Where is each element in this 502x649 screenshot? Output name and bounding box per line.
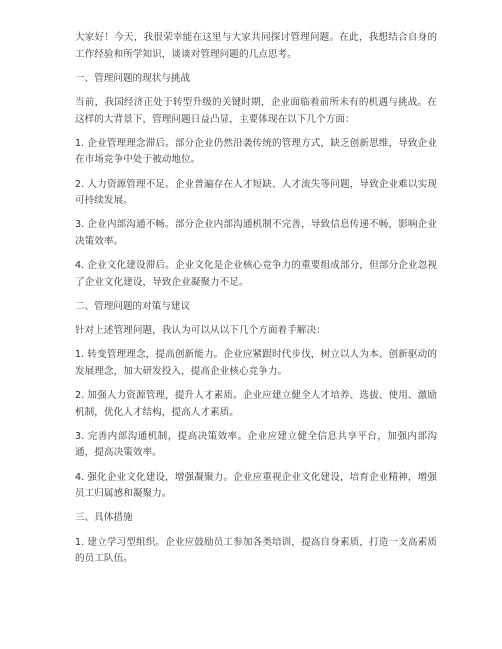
section-heading-1: 一、管理问题的现状与挑战 bbox=[75, 72, 191, 84]
section-1-intro: 当前，我国经济正处于转型升级的关键时期，企业面临着前所未有的机遇与挑战。在这样的大背景下，管理问题日益凸显，主要体现在以下几个方面： bbox=[75, 96, 437, 125]
list-item: 4. 强化企业文化建设，增强凝聚力。企业应重视企业文化建设，培育企业精神，增强员工归属感和凝聚力。 bbox=[75, 471, 437, 500]
list-item: 4. 企业文化建设滞后。企业文化是企业核心竞争力的重要组成部分，但部分企业忽视了企业文化建设，导致企业凝聚力不足。 bbox=[75, 260, 437, 288]
list-item: 1. 企业管理理念滞后。部分企业仍然沿袭传统的管理方式，缺乏创新思维，导致企业在市场竞争中处于被动地位。 bbox=[75, 137, 437, 166]
list-item: 2. 人力资源管理不足。企业普遍存在人才短缺、人才流失等问题，导致企业难以实现可持续发展。 bbox=[75, 178, 437, 207]
list-item: 1. 建立学习型组织。企业应鼓励员工参加各类培训，提高自身素质，打造一支高素质的员工队伍。 bbox=[75, 536, 437, 565]
document-body bbox=[75, 30, 437, 575]
list-item: 3. 完善内部沟通机制，提高决策效率。企业应建立健全信息共享平台，加强内部沟通，提高决策效率。 bbox=[75, 430, 437, 459]
section-heading-3: 三、具体措施 bbox=[75, 512, 133, 524]
list-item: 1. 转变管理理念，提高创新能力。企业应紧跟时代步伐，树立以人为本、创新驱动的发展理念，加大研发投入，提高企业核心竞争力。 bbox=[75, 349, 437, 377]
list-item: 2. 加强人力资源管理，提升人才素质。企业应建立健全人才培养、选拔、使用、激励机制，优化人才结构，提高人才素质。 bbox=[75, 390, 437, 418]
section-heading-2: 二、管理问题的对策与建议 bbox=[75, 300, 191, 312]
list-item: 3. 企业内部沟通不畅。部分企业内部沟通机制不完善，导致信息传递不畅，影响企业决策效率。 bbox=[75, 219, 437, 247]
intro-paragraph: 大家好！今天，我很荣幸能在这里与大家共同探讨管理问题。在此，我想结合自身的工作经验和所学知识，谈谈对管理问题的几点思考。 bbox=[75, 32, 437, 60]
section-2-intro: 针对上述管理问题，我认为可以从以下几个方面着手解决： bbox=[75, 325, 326, 337]
